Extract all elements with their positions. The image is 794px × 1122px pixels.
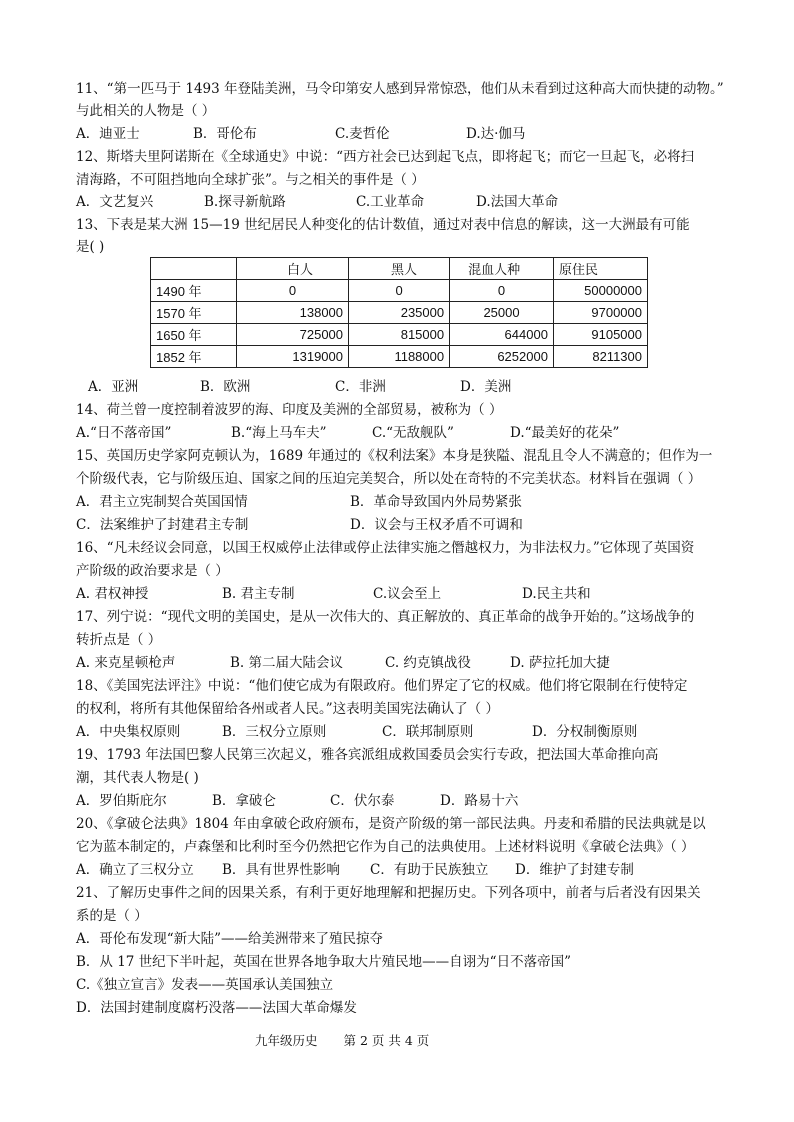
table-row bbox=[151, 324, 648, 346]
table-row bbox=[151, 280, 648, 302]
q21-option-a: A．哥伦布发现“新大陆”——给美洲带来了殖民掠夺 bbox=[76, 931, 384, 947]
q14-option-b: B.“海上马车夫” bbox=[231, 425, 327, 441]
q16-option-c: C.议会至上 bbox=[373, 586, 442, 602]
q21-stem-line2: 系的是（ ） bbox=[76, 908, 148, 924]
table-cell: 725000 bbox=[237, 324, 349, 346]
q14-option-a: A.“日不落帝国” bbox=[76, 425, 172, 441]
q13-option-a: A．亚洲 bbox=[88, 379, 139, 395]
q15-option-a: A．君主立宪制契合英国国情 bbox=[76, 494, 248, 510]
table-cell: 0 bbox=[349, 280, 450, 302]
q15-option-d: D．议会与王权矛盾不可调和 bbox=[350, 517, 523, 533]
q16-option-a: A. 君权神授 bbox=[76, 586, 149, 602]
q20-option-a: A．确立了三权分立 bbox=[76, 862, 194, 878]
q17-option-c: C. 约克镇战役 bbox=[385, 655, 471, 671]
q15-stem-line1: 15、英国历史学家阿克顿认为，1689 年通过的《权利法案》本身是狭隘、混乱且令人不满意的；但作为一 bbox=[76, 448, 713, 464]
q13-option-b: B．欧洲 bbox=[200, 379, 251, 395]
q18-stem-line1: 18、《美国宪法评注》中说：“他们使它成为有限政府。他们界定了它的权威。他们将它限制在行使特定 bbox=[76, 678, 688, 694]
q12-stem-line1: 12、斯塔夫里阿诺斯在《全球通史》中说：“西方社会已达到起飞点，即将起飞；而它一旦起飞，必将扫 bbox=[76, 149, 695, 165]
q11-option-b: B．哥伦布 bbox=[193, 126, 257, 142]
q14-option-d: D.“最美好的花朵” bbox=[510, 425, 620, 441]
table-cell: 50000000 bbox=[553, 280, 647, 302]
table-cell-year: 1650 年 bbox=[151, 324, 237, 346]
q15-option-b: B．革命导致国内外局势紧张 bbox=[350, 494, 522, 510]
table-cell: 138000 bbox=[237, 302, 349, 324]
q11-option-d: D.达·伽马 bbox=[466, 126, 526, 142]
table-cell: 644000 bbox=[450, 324, 554, 346]
q11-stem-line1: 11、“第一匹马于 1493 年登陆美洲，马令印第安人感到异常惊恐，他们从未看到过这种高大而快捷的动物。” bbox=[76, 81, 724, 97]
q17-option-a: A. 来克星顿枪声 bbox=[76, 655, 176, 671]
q18-option-d: D．分权制衡原则 bbox=[532, 724, 638, 740]
table-cell: 235000 bbox=[349, 302, 450, 324]
q14-stem-line1: 14、荷兰曾一度控制着波罗的海、印度及美洲的全部贸易，被称为（ ） bbox=[76, 402, 503, 418]
q12-option-a: A．文艺复兴 bbox=[76, 194, 154, 210]
footer-subject: 九年级历史 bbox=[255, 1033, 318, 1048]
q17-stem-line1: 17、列宁说：“现代文明的美国史，是从一次伟大的、真正解放的、真正革命的战争开始的。”这场战争的 bbox=[76, 609, 695, 625]
q16-stem-line1: 16、“凡未经议会同意，以国王权威停止法律或停止法律实施之僭越权力，为非法权力。”它体现了英国资 bbox=[76, 540, 695, 556]
q11-stem-line2: 与此相关的人物是（ ） bbox=[76, 103, 216, 119]
table-cell: 25000 bbox=[450, 302, 554, 324]
table-row bbox=[151, 302, 648, 324]
q19-option-c: C．伏尔泰 bbox=[330, 793, 395, 809]
q16-option-d: D.民主共和 bbox=[522, 586, 591, 602]
q11-option-a: A．迪亚士 bbox=[76, 126, 140, 142]
page-footer bbox=[255, 1031, 455, 1049]
table-cell: 1188000 bbox=[349, 346, 450, 368]
table-cell: 0 bbox=[237, 280, 349, 302]
q20-option-c: C．有助于民族独立 bbox=[370, 862, 489, 878]
table-cell-year: 1852 年 bbox=[151, 346, 237, 368]
q15-option-c: C．法案维护了封建君主专制 bbox=[76, 517, 249, 533]
table-header-cell bbox=[151, 258, 237, 280]
q19-option-b: B．拿破仑 bbox=[212, 793, 276, 809]
q19-stem-line2: 潮，其代表人物是( ) bbox=[76, 770, 199, 786]
q18-option-c: C．联邦制原则 bbox=[382, 724, 474, 740]
table-cell-year: 1490 年 bbox=[151, 280, 237, 302]
table-cell: 9105000 bbox=[553, 324, 647, 346]
table-header-cell: 混血人种 bbox=[450, 258, 554, 280]
q21-stem-line1: 21、了解历史事件之间的因果关系，有利于更好地理解和把握历史。下列各项中，前者与后者没有因果关 bbox=[76, 885, 701, 901]
q14-option-c: C.“无敌舰队” bbox=[372, 425, 454, 441]
q15-stem-line2: 个阶级代表，它与阶级压迫、国家之间的压迫完美契合，所以处在奇特的不完美状态。材料旨在强调（ ） bbox=[76, 471, 702, 487]
population-table bbox=[150, 257, 648, 368]
table-cell: 9700000 bbox=[553, 302, 647, 324]
table-cell: 815000 bbox=[349, 324, 450, 346]
q12-option-b: B.探寻新航路 bbox=[204, 194, 286, 210]
q21-option-b: B．从 17 世纪下半叶起，英国在世界各地争取大片殖民地——自诩为“日不落帝国” bbox=[76, 954, 571, 970]
q18-option-b: B．三权分立原则 bbox=[222, 724, 327, 740]
q20-stem-line1: 20、《拿破仑法典》1804 年由拿破仑政府颁布，是资产阶级的第一部民法典。丹麦和希腊的民法典就是以 bbox=[76, 816, 706, 832]
q16-stem-line2: 产阶级的政治要求是（ ） bbox=[76, 563, 229, 579]
q13-stem-line2: 是( ) bbox=[76, 239, 105, 255]
table-header-cell: 原住民 bbox=[553, 258, 647, 280]
table-cell: 8211300 bbox=[553, 346, 647, 368]
table-header-row bbox=[151, 258, 648, 280]
q16-option-b: B. 君主专制 bbox=[222, 586, 295, 602]
table-row bbox=[151, 346, 648, 368]
table-cell: 0 bbox=[450, 280, 554, 302]
q12-stem-line2: 清海路，不可阻挡地向全球扩张”。与之相关的事件是（ ） bbox=[76, 172, 425, 188]
q19-option-d: D．路易十六 bbox=[440, 793, 519, 809]
q20-stem-line2: 它为蓝本制定的，卢森堡和比利时至今仍然把它作为自己的法典使用。上述材料说明《拿破仑法典》（ ） bbox=[76, 839, 695, 855]
q21-option-d: D．法国封建制度腐朽没落——法国大革命爆发 bbox=[76, 1000, 357, 1016]
q13-option-d: D．美洲 bbox=[460, 379, 512, 395]
q12-option-c: C.工业革命 bbox=[356, 194, 425, 210]
table-header-cell: 白人 bbox=[237, 258, 349, 280]
q17-stem-line2: 转折点是（ ） bbox=[76, 632, 162, 648]
q20-option-b: B．具有世界性影响 bbox=[222, 862, 340, 878]
table-cell: 1319000 bbox=[237, 346, 349, 368]
table-header-cell: 黑人 bbox=[349, 258, 450, 280]
table-cell: 6252000 bbox=[450, 346, 554, 368]
q12-option-d: D.法国大革命 bbox=[476, 194, 559, 210]
footer-page-number: 第 2 页 共 4 页 bbox=[343, 1033, 430, 1048]
q21-option-c: C.《独立宣言》发表——英国承认美国独立 bbox=[76, 977, 334, 993]
q13-option-c: C．非洲 bbox=[335, 379, 386, 395]
q19-stem-line1: 19、1793 年法国巴黎人民第三次起义，雅各宾派组成救国委员会实行专政，把法国大革命推向高 bbox=[76, 747, 659, 763]
q20-option-d: D．维护了封建专制 bbox=[515, 862, 634, 878]
table-cell-year: 1570 年 bbox=[151, 302, 237, 324]
q18-option-a: A．中央集权原则 bbox=[76, 724, 181, 740]
q13-stem-line1: 13、下表是某大洲 15—19 世纪居民人种变化的估计数值，通过对表中信息的解读，这一大洲最有可能 bbox=[76, 217, 690, 233]
q11-option-c: C.麦哲伦 bbox=[335, 126, 390, 142]
q17-option-d: D. 萨拉托加大捷 bbox=[510, 655, 610, 671]
q18-stem-line2: 的权利，将所有其他保留给各州或者人民。”这表明美国宪法确认了（ ） bbox=[76, 701, 499, 717]
q17-option-b: B. 第二届大陆会议 bbox=[230, 655, 344, 671]
q19-option-a: A．罗伯斯庇尔 bbox=[76, 793, 167, 809]
